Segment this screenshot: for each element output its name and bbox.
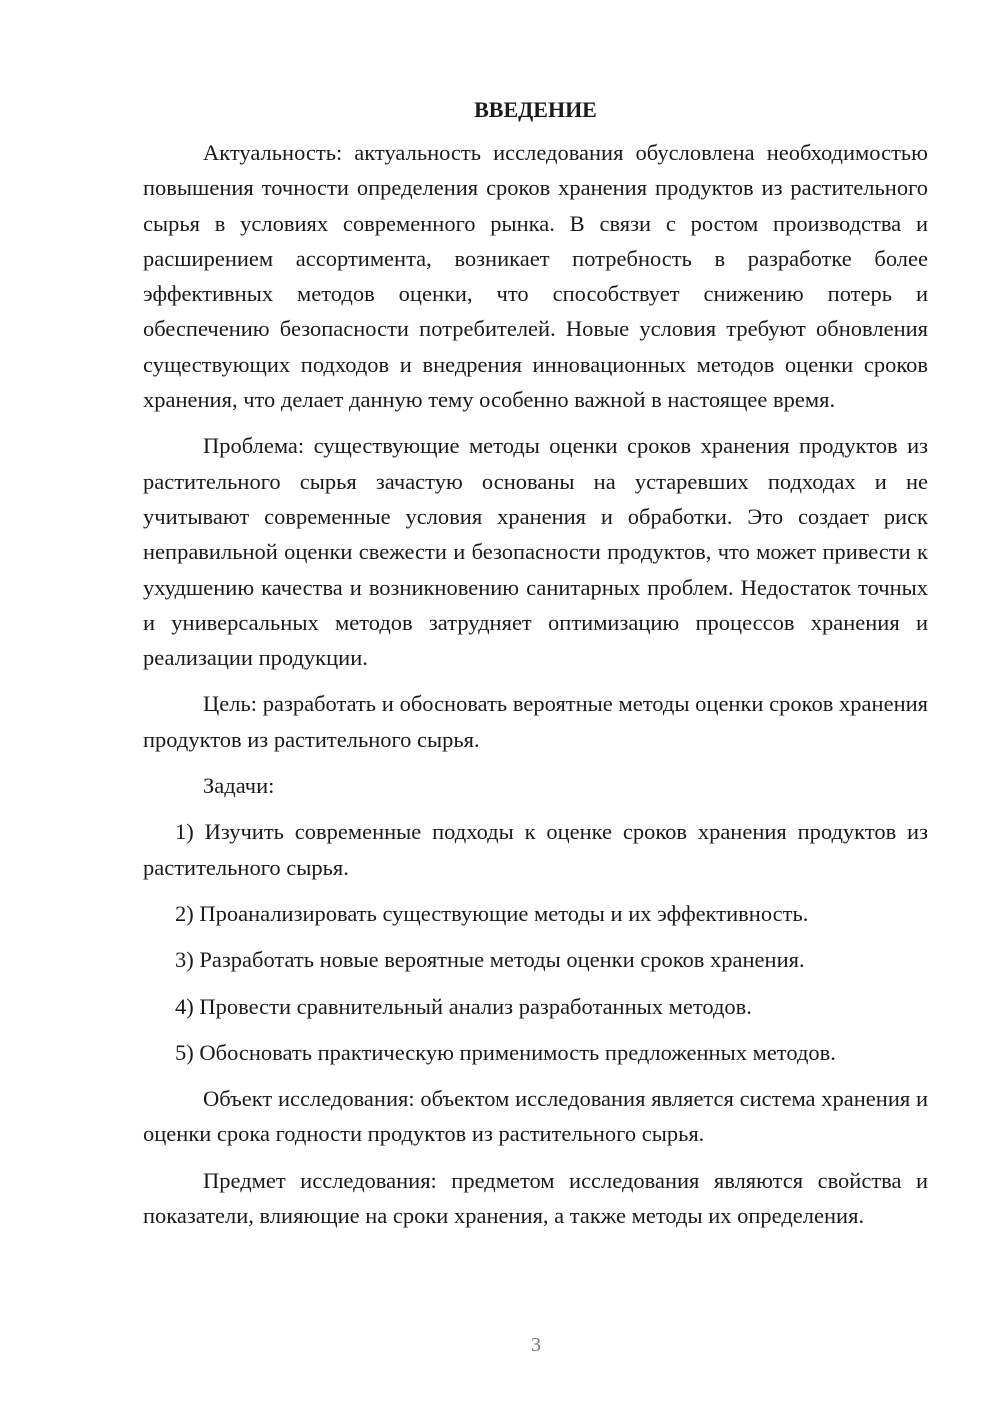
section-heading: ВВЕДЕНИЕ [474,97,597,122]
page-number: 3 [531,1334,541,1356]
paragraph-object: Объект исследования: объектом исследования является система хранения и оценки срока годности продуктов из растительного сырья. [143,1086,928,1147]
task-item: 3) Разработать новые вероятные методы оценки сроков хранения. [175,947,805,973]
paragraph-goal: Цель: разработать и обосновать вероятные методы оценки сроков хранения продуктов из растительного сырья. [143,691,928,752]
tasks-title: Задачи: [203,773,275,799]
task-item: 4) Провести сравнительный анализ разработанных методов. [175,993,752,1019]
task-item: 2) Проанализировать существующие методы и их эффективность. [175,900,809,926]
task-item: 5) Обосновать практическую применимость предложенных методов. [175,1039,836,1065]
paragraph-problem: Проблема: существующие методы оценки сроков хранения продуктов из растительного сырья зачастую основаны на устаревших подходах и не учитывают современные условия хранения и обработки. Это создает риск неправильной оценки свежести и безопасности продуктов, что может привести к ухудшению качества и возникновению санитарных проблем. Недостаток точных и универсальных методов затрудняет оптимизацию процессов хранения и реализации продукции. [143,433,928,671]
task-item: 1) Изучить современные подходы к оценке сроков хранения продуктов из растительного сырья. [143,819,928,880]
page-content [143,92,928,1233]
paragraph-relevance: Актуальность: актуальность исследования обусловлена необходимостью повышения точности определения сроков хранения продуктов из растительного сырья в условиях современного рынка. В связи с ростом производства и расширением ассортимента, возникает потребность в разработке более эффективных методов оценки, что способствует снижению потерь и обеспечению безопасности потребителей. Новые условия требуют обновления существующих подходов и внедрения инновационных методов оценки сроков хранения, что делает данную тему особенно важной в настоящее время. [143,140,928,413]
paragraph-subject: Предмет исследования: предметом исследования являются свойства и показатели, влияющие на сроки хранения, а также методы их определения. [143,1167,928,1229]
